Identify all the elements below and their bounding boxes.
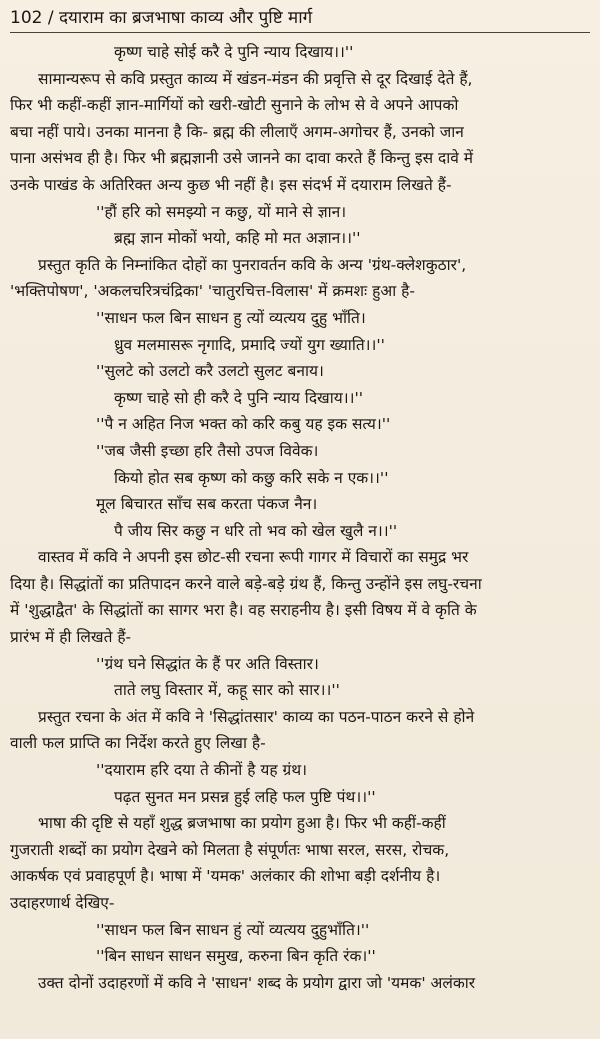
text-line: में 'शुद्धाद्वैत' के सिद्धांतों का सागर भरा है। वह सराहनीय है। इसी विषय में वे कृति के: [10, 601, 477, 620]
text-line: ''सुलटे को उलटो करै उलटो सुलट बनाय।: [96, 362, 324, 381]
text-line: दिया है। सिद्धांतों का प्रतिपादन करने वाले बड़े-बड़े ग्रंथ हैं, किन्तु उन्होंने इस लघु-रचना: [10, 574, 482, 593]
text-line: प्रारंभ में ही लिखते हैं-: [10, 628, 132, 647]
text-line: कृष्ण चाहे सो ही करै दे पुनि न्याय दिखाय।।'': [114, 388, 364, 407]
text-line: ''साधन फल बिन साधन हु त्यों व्यत्यय दुहु भाँति।: [96, 308, 366, 327]
text-line: सामान्यरूप से कवि प्रस्तुत काव्य में खंडन-मंडन की प्रवृत्ति से दूर दिखाई देते हैं,: [38, 69, 473, 88]
text-line: उनके पाखंड के अतिरिक्त अन्य कुछ भी नहीं है। इस संदर्भ में दयाराम लिखते हैं-: [10, 175, 452, 194]
header-rule: [10, 32, 590, 33]
text-line: ''पै न अहित निज भक्त को करि कबु यह इक सत्य।'': [96, 415, 391, 434]
text-line: पढ़त सुनत मन प्रसन्न हुई लहि फल पुष्टि पंथ।।'': [114, 787, 376, 806]
page-header: 102 / दयाराम का ब्रजभाषा काव्य और पुष्टि मार्ग: [10, 8, 313, 28]
text-line: प्रस्तुत रचना के अंत में कवि ने 'सिद्धांतसार' काव्य का पठन-पाठन करने से होने: [38, 707, 475, 726]
text-line: मूल बिचारत साँच सब करता पंकज नैन।: [96, 495, 318, 514]
text-line: आकर्षक एवं प्रवाहपूर्ण है। भाषा में 'यमक' अलंकार की शोभा बड़ी दर्शनीय है।: [10, 867, 441, 886]
text-line: ''साधन फल बिन साधन हुं त्यों व्यत्यय दुहुभाँति।'': [96, 920, 370, 939]
text-line: कियो होत सब कृष्ण को कछु करि सके न एक।।'': [114, 468, 389, 487]
text-line: फिर भी कहीं-कहीं ज्ञान-मार्गियों को खरी-खोटी सुनाने के लोभ से वे अपने आपको: [10, 96, 459, 115]
page-body: [10, 39, 590, 996]
text-line: वास्तव में कवि ने अपनी इस छोट-सी रचना रूपी गागर में विचारों का समुद्र भर: [38, 548, 469, 567]
text-line: उक्त दोनों उदाहरणों में कवि ने 'साधन' शब्द के प्रयोग द्वारा जो 'यमक' अलंकार: [38, 973, 476, 992]
text-line: कृष्ण चाहे सोई करै दे पुनि न्याय दिखाय।।'': [114, 43, 354, 61]
text-line: भाषा की दृष्टि से यहाँ शुद्ध ब्रजभाषा का प्रयोग हुआ है। फिर भी कहीं-कहीं: [38, 814, 446, 833]
text-line: पाना असंभव ही है। फिर भी ब्रह्मज्ञानी उसे जानने का दावा करते हैं किन्तु इस दावे में: [10, 149, 474, 168]
text-line: ताते लघु विस्तार में, कहू सार को सार।।'': [114, 681, 340, 700]
text-line: ''हौं हरि को समझ्यो न कछु, यों माने से ज्ञान।: [96, 202, 347, 221]
text-line: प्रस्तुत कृति के निम्नांकित दोहों का पुनरावर्तन कवि के अन्य 'ग्रंथ-क्लेशकुठार',: [38, 255, 467, 274]
text-line: 'भक्तिपोषण', 'अकलचरित्रचंद्रिका' 'चातुरचित्त-विलास' में क्रमशः हुआ है-: [10, 282, 415, 301]
text-line: उदाहरणार्थ देखिए-: [10, 894, 115, 912]
text-line: पै जीय सिर कछु न धरि तो भव को खेल खुलै न।।'': [114, 521, 398, 540]
text-line: ''जब जैसी इच्छा हरि तैसो उपज विवेक।: [96, 441, 319, 460]
text-line: वाली फल प्राप्ति का निर्देश करते हुए लिखा है-: [10, 734, 266, 753]
text-line: ध्रुव मलमासरू नृगादि, प्रमादि ज्यों युग ख्याति।।'': [114, 335, 385, 354]
text-line: ब्रह्म ज्ञान मोकों भयो, कहि मो मत अज्ञान।।'': [114, 229, 361, 248]
text-line: ''ग्रंथ घने सिद्धांत के हैं पर अति विस्तार।: [96, 654, 319, 673]
text-line: गुजराती शब्दों का प्रयोग देखने को मिलता है संपूर्णतः भाषा सरल, सरस, रोचक,: [10, 840, 450, 859]
text-line: ''बिन साधन साधन समुख, करुना बिन कृति रंक।'': [96, 947, 376, 966]
text-line: ''दयाराम हरि दया ते कीनों है यह ग्रंथ।: [96, 761, 308, 780]
text-line: बचा नहीं पाये। उनका मानना है कि- ब्रह्म की लीलाएँ अगम-अगोचर हैं, उनको जान: [10, 122, 464, 141]
